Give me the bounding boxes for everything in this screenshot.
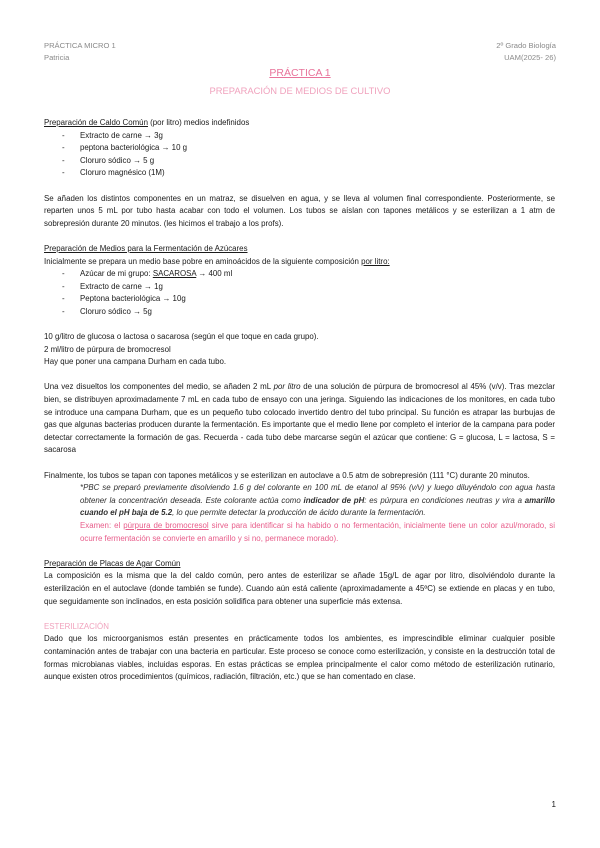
azucares-ingredients-list: [44, 268, 555, 318]
note-bold: amarillo cuando el pH baja de 5.2: [80, 495, 555, 518]
exam-text: Examen: el: [80, 521, 124, 530]
final-paragraph: Finalmente, los tubos se tapan con tapones metálicos y se esterilizan en autoclave a 0.5 atm de sobrepresión (111 °C) durante 20 minutos.: [44, 470, 530, 480]
caldo-ingredients-list: [44, 130, 555, 180]
header-university: UAM(2025- 26): [504, 53, 556, 62]
azucares-paragraph: [44, 381, 555, 457]
list-item: - Extracto de carne → 1g: [44, 281, 555, 294]
exam-text: sirve para identificar si ha habido o no fermentación, inicialmente tiene un color azul/morado, si ocurre fermentación se convierte en amarillo y si no, permanece morado).: [80, 521, 555, 543]
note-text: : es púrpura en condiciones neutras y vira a: [364, 495, 525, 505]
list-item: - Cloruro sódico → 5 g: [44, 155, 555, 168]
page-number: 1: [551, 800, 556, 809]
esterilizacion-paragraph: Dado que los microorganismos están presentes en prácticamente todos los ambientes, es imprescindible eliminar cualquier posible contaminación antes de trabajar con una bacteria en particular. Este proceso se conoce como esterilización, y consiste en la destrucción total de formas microbianas viables, incluidas esporas. En estas prácticas se emplea principalmente el calor como método de esterilización rutinario, aunque existen otros procedimientos (químicos, radiación, filtración, etc.) que se han comentado en clase.: [44, 634, 555, 682]
para-italic: por litro: [273, 382, 301, 392]
azucares-intro-underlined: por litro:: [361, 256, 390, 266]
azucares-heading: Preparación de Medios para la Fermentación de Azúcares: [44, 243, 248, 253]
azucares-line-1: 10 g/litro de glucosa o lactosa o sacarosa (según el que toque en cada grupo).: [44, 332, 319, 342]
note-bold: indicador de pH: [303, 495, 365, 505]
list-item: - Cloruro magnésico (1M): [44, 167, 555, 180]
note-text: *PBC se preparó previamente disolviendo 1.6 g del colorante en 100 mL de etanol al 95% (v/v) y luego diluyéndolo con agua hasta obtener la concentración deseada. Este colorante actúa como: [80, 483, 555, 505]
header-left: [44, 40, 116, 64]
list-item: - Cloruro sódico → 5g: [44, 306, 555, 319]
sugar-suffix: → 400 ml: [196, 269, 233, 279]
page-subtitle: PREPARACIÓN DE MEDIOS DE CULTIVO: [209, 85, 391, 96]
list-item: [44, 268, 555, 281]
header-course: PRÁCTICA MICRO 1: [44, 41, 116, 50]
note-text: , lo que permite detectar la producción de ácido durante la fermentación.: [172, 508, 426, 518]
exam-note: [44, 520, 555, 545]
sugar-name: SACAROSA: [152, 269, 197, 279]
list-item: - Extracto de carne → 3g: [44, 130, 555, 143]
header-right: [496, 40, 556, 64]
agar-paragraph: La composición es la misma que la del caldo común, pero antes de esterilizar se añade 15g/L de agar por litro, disolviéndolo durante la esterilización en el autoclave (donde también se funde). Cuando aún está caliente (aproximadamente a 45ºC) se extiende en placas y en tubo, que seguidamente son inclinados, en esta posición solidifica para obtener una superficie más extensa.: [44, 571, 555, 606]
page-title: PRÁCTICA 1: [269, 67, 331, 79]
para-text: Una vez disueltos los componentes del medio, se añaden 2 mL: [44, 382, 274, 392]
caldo-heading: Preparación de Caldo Común: [44, 118, 148, 127]
azucares-intro-line: [44, 256, 555, 269]
azucares-line-3: Hay que poner una campana Durham en cada tubo.: [44, 357, 227, 367]
esterilizacion-heading: ESTERILIZACIÓN: [44, 621, 109, 631]
azucares-line-2: 2 ml/litro de púrpura de bromocresol: [44, 344, 171, 354]
para-text: de una solución de púrpura de bromocresol al 45% (v/v). Tras mezclar bien, se distribuyen aproximadamente 7 mL en cada tubo de ensayo con una jeringa. Siguiendo las indicaciones de los monitores, en cada tubo se introduce una campana Durham, que es un pequeño tubo colocado invertido dentro del tubo principal. Su función es atrapar las burbujas de gas que algunas bacterias producen durante la fermentación. Es importante que el medio llene por completo el interior de la campana para poder detectar correctamente la formación de gas. Recuerda - cada tubo debe marcarse según el azúcar que contiene: G = glucosa, L = lactosa, S = sacarosa: [44, 382, 555, 455]
exam-underlined: púrpura de bromocresol: [123, 521, 209, 530]
document-body: [44, 117, 555, 684]
caldo-heading-line: [44, 117, 555, 130]
header-author: Patricia: [44, 53, 70, 62]
pbc-note: [44, 482, 555, 520]
caldo-heading-rest: (por litro) medios indefinidos: [147, 118, 250, 127]
caldo-paragraph: Se añaden los distintos componentes en un matraz, se disuelven en agua, y se lleva al volumen final correspondiente. Posteriormente, se reparten unos 5 mL por tubo hasta acabar con todo el volumen. Los tubos se aíslan con tapones metálicos y se esterilizan a 1 atm de sobrepresión durante 20 minutos. (les hicimos el trabajo a los profs).: [44, 193, 555, 228]
azucares-intro: Inicialmente se prepara un medio base pobre en aminoácidos de la siguiente composición: [44, 256, 362, 266]
sugar-prefix: Azúcar de mi grupo:: [80, 269, 153, 279]
agar-heading: Preparación de Placas de Agar Común: [44, 558, 181, 568]
list-item: - Peptona bacteriológica → 10g: [44, 293, 555, 306]
header-degree: 2º Grado Biología: [496, 41, 556, 50]
list-item: - peptona bacteriológica → 10 g: [44, 142, 555, 155]
